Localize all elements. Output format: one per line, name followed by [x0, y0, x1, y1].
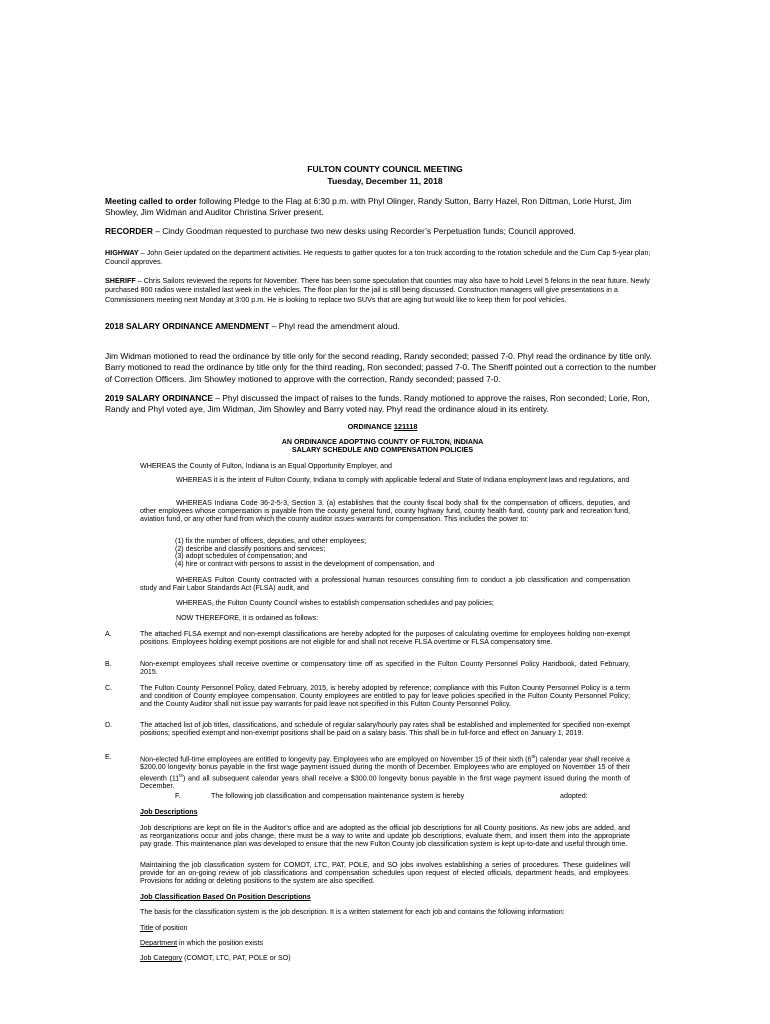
call-to-order-text: following Pledge to the Flag at 6:30 p.m. with Phyl Olinger, Randy Sutton, Barry Hazel, Ron Dittman, Lorie Hurst, Jim Showley, Jim Widman and Auditor Christina Sriver present.: [105, 196, 632, 218]
power-item: (1) fix the number of officers, deputies, and other employees;: [175, 537, 367, 545]
item-letter: E.: [105, 753, 112, 761]
recorder-text: – Cindy Goodman requested to purchase two new desks using Recorder’s Perpetuation funds; Council approved.: [152, 226, 576, 236]
sheriff-lead: SHERIFF: [105, 276, 136, 285]
item-f-text: The following job classification and compensation maintenance system is hereby: [211, 792, 465, 800]
amendment-2018-lead: 2018 SALARY ORDINANCE AMENDMENT: [105, 321, 270, 331]
meeting-date: Tuesday, December 11, 2018: [327, 176, 443, 186]
whereas-4: WHEREAS Fulton County contracted with a professional human resources consulting firm to conduct a job classification and compensation study and Fair Labor Standards Act (FLSA) audit, and: [140, 576, 630, 593]
ordinance-number: 121118: [393, 422, 418, 431]
job-descriptions-heading: Job Descriptions: [140, 808, 198, 816]
item-letter: A.: [105, 630, 112, 638]
item-letter: D.: [105, 721, 113, 729]
ordinance-heading-2: SALARY SCHEDULE AND COMPENSATION POLICIES: [291, 446, 474, 454]
item-text: The attached list of job titles, classifications, and schedule of regular salary/hourly pay rates shall be established and implemented for specified non-exempt positions; specified exempt and non-exempt positions shall be paid on a salary basis. This shall be in full-force and effect on January 1, 2019.: [140, 721, 630, 738]
salary-2019-lead: 2019 SALARY ORDINANCE: [105, 393, 213, 403]
powers-list: [175, 538, 575, 568]
job-descriptions-paragraph-1: Job descriptions are kept on file in the Auditor’s office and are adopted as the official job descriptions for all County positions. As new jobs are added, and as reorganizations occur and jobs change, there must be a way to write and update job descriptions, evaluate them, and insert them into the appropriate pay grade. This maintenance plan was developed to ensure that the new Fulton County job classification system is kept up-to-date and useful through time.: [140, 824, 630, 849]
whereas-2: WHEREAS it is the intent of Fulton County, Indiana to comply with applicable federal and State of Indiana employment laws and regulations, and: [176, 476, 630, 484]
widman-motion-paragraph: Jim Widman motioned to read the ordinance by title only for the second reading, Randy seconded; passed 7-0. Phyl read the ordinance by title only. Barry motioned to read the ordinance by title only for the third reading, Ron seconded; passed 7-0. The Sheriff pointed out a correction to the number of Correction Officers. Jim Showley motioned to approve with the correction, Randy seconded; passed 7-0.: [105, 351, 657, 384]
job-descriptions-paragraph-2: Maintaining the job classification system for COMOT, LTC, PAT, POLE, and SO jobs involves establishing a series of procedures. These guidelines will provide for an on-going review of job classifications and compensation schedules upon request of elected officials, department heads, and employees. Provisions for adding or deleting positions to the system are also specified.: [140, 861, 630, 886]
recorder-paragraph: [105, 226, 660, 237]
info-item-rest: (COMOT, LTC, PAT, POLE or SO): [182, 954, 291, 962]
item-e-sup-1: th: [531, 754, 536, 759]
meeting-title: FULTON COUNTY COUNCIL MEETING: [307, 164, 463, 174]
amendment-2018-text: – Phyl read the amendment aloud.: [269, 321, 400, 331]
whereas-3: WHEREAS Indiana Code 36-2-5-3, Section 3. (a) establishes that the county fiscal body shall fix the compensation of officers, deputies, and other employees whose compensation is payable from the county general fund, county highway fund, county health fund, county park and recreation fund, aviation fund, or any other fund from which the county auditor issues warrants for compensation. This includes the power to:: [140, 499, 630, 524]
item-e-text-1: Non-elected full-time employees are entitled to longevity pay. Employees who are employed on November 15 of their sixth (6: [140, 755, 532, 764]
ordinance-label: ORDINANCE: [347, 422, 394, 431]
highway-text: – John Geier updated on the department activities. He requests to gather quotes for a ton truck according to the rotation schedule and the Cum Cap 5-year plan; Council approves.: [105, 248, 651, 267]
whereas-5: WHEREAS, the Fulton County Council wishes to establish compensation schedules and pay policies;: [176, 599, 494, 607]
amendment-2018-paragraph: [105, 321, 660, 332]
item-f-tail: adopted:: [560, 792, 588, 800]
power-item: (4) hire or contract with persons to assist in the development of compensation, and: [175, 559, 435, 568]
item-e-sup-2: th: [179, 772, 183, 778]
sheriff-text: – Chris Sailors reviewed the reports for November. There has been some speculation that counties may also have to hold Level 5 felons in the near future. Newly purchased 800 radios were installed last week in the vehicles. The floor plan for the jail is still being discussed. Construction managers will give presentations in a Commissioners meeting next Monday at 3:00 p.m. He is looking to replace two SUVs that are aging but would like to keep them for pool vehicles.: [105, 276, 650, 304]
info-item-label: Department: [140, 939, 178, 947]
call-to-order-lead: Meeting called to order: [105, 196, 197, 206]
ordinance-number-line: [105, 422, 660, 431]
power-item: (3) adopt schedules of compensation; and: [175, 552, 308, 561]
item-e-text-2: ) calendar year shall receive a $200.00 longevity bonus payable in the first wage payment issued during the month of December. Employees who are employed on November 15 of their eleventh (11: [140, 755, 630, 782]
info-item-label: Title: [140, 924, 154, 932]
sheriff-paragraph: [105, 276, 660, 304]
highway-paragraph: [105, 248, 660, 267]
info-item-rest: of position: [153, 924, 188, 932]
recorder-lead: RECORDER: [105, 226, 153, 236]
classification-heading: Job Classification Based On Position Descriptions: [140, 893, 311, 901]
info-item: [140, 954, 291, 962]
ordinance-heading-1: AN ORDINANCE ADOPTING COUNTY OF FULTON, INDIANA: [281, 438, 484, 446]
item-text: The attached FLSA exempt and non-exempt classifications are hereby adopted for the purposes of calculating overtime for employees holding non-exempt positions. Employees holding exempt positions are not eligible for and shall not receive FLSA overtime or FLSA compensatory time.: [140, 630, 630, 647]
whereas-1: WHEREAS the County of Fulton, Indiana is an Equal Opportunity Employer, and: [140, 462, 392, 470]
power-item: (2) describe and classify positions and services;: [175, 544, 326, 553]
item-text: Non-exempt employees shall receive overtime or compensatory time off as specified in the Fulton County Personnel Policy Handbook, dated February, 2015.: [140, 660, 630, 677]
info-item: [140, 924, 187, 932]
classification-paragraph: The basis for the classification system is the job description. It is a written statement for each job and contains the following information:: [140, 908, 565, 916]
info-item-rest: in which the position exists: [177, 939, 264, 947]
info-item: [140, 939, 263, 947]
info-item-label: Job Category: [140, 954, 183, 962]
item-e-text-3: ) and all subsequent calendar years shall receive a $300.00 longevity bonus payable in the first wage payment issued during the month of December.: [140, 773, 630, 790]
call-to-order-paragraph: [105, 196, 660, 219]
item-letter: C.: [105, 684, 113, 692]
salary-2019-paragraph: [105, 393, 660, 416]
item-f-letter: F.: [175, 792, 181, 800]
item-text: [140, 753, 630, 790]
item-text: The Fulton County Personnel Policy, dated February, 2015, is hereby adopted by reference; compliance with this Fulton County Personnel Policy is a term and condition of County employee compensation. County employees are entitled to pay for leave policies specified in the Fulton County Personnel Policy; and the County Auditor shall not issue pay warrants for paid leave not specified in this Fulton County Personnel Policy.: [140, 684, 630, 709]
now-therefore: NOW THEREFORE, it is ordained as follows:: [176, 614, 319, 622]
salary-2019-text: – Phyl discussed the impact of raises to the funds. Randy motioned to approve the raises, Ron seconded; Lorie, Ron, Randy and Phyl voted aye, Jim Widman, Jim Showley and Barry voted nay. Phyl read the ordinance aloud in its entirety.: [105, 393, 650, 415]
highway-lead: HIGHWAY: [105, 248, 139, 257]
item-letter: B.: [105, 660, 112, 668]
